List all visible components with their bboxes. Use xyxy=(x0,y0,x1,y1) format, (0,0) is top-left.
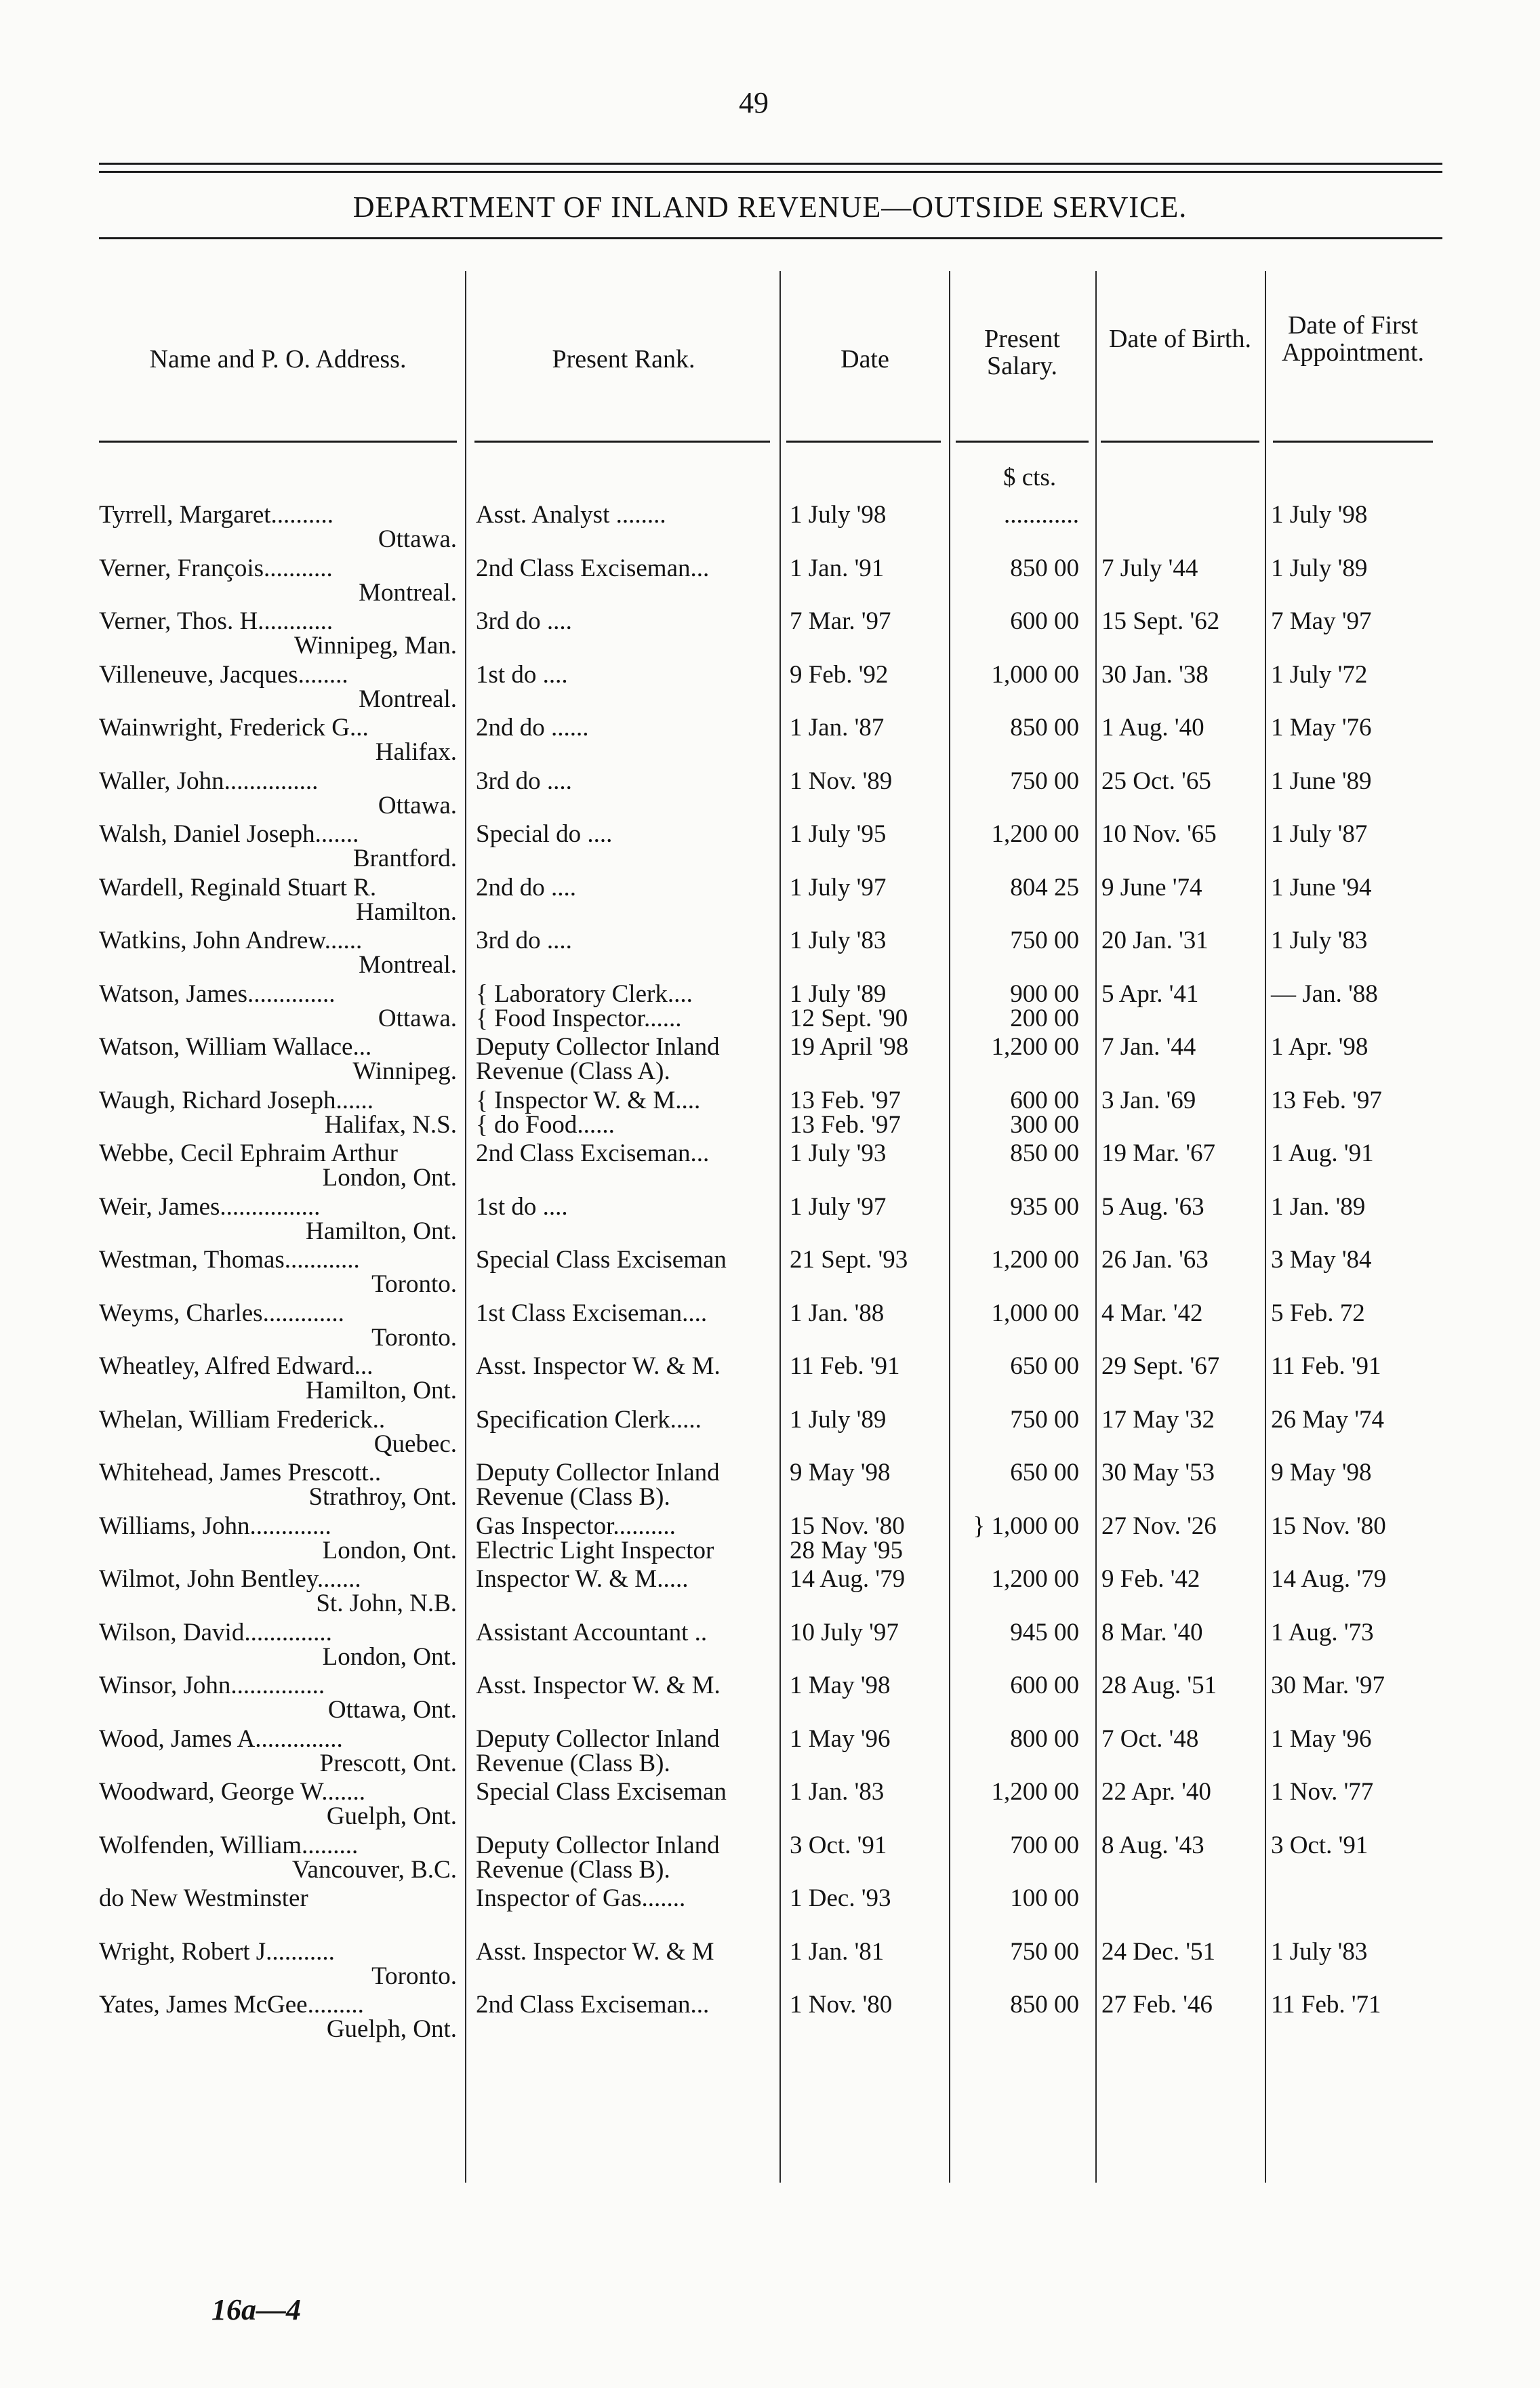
date-of-birth: 30 May '53 xyxy=(1101,1459,1215,1486)
date-of-birth: 9 Feb. '42 xyxy=(1101,1565,1200,1593)
header-rule xyxy=(786,441,941,443)
table-row xyxy=(0,819,1540,872)
present-salary: 750 00 xyxy=(1010,1938,1079,1966)
header-first-appointment: Date of First Appointment. xyxy=(1281,311,1425,367)
employee-name: Williams, John............. xyxy=(99,1512,331,1540)
rank-date: 15 Nov. '80 xyxy=(790,1512,905,1540)
present-rank: Asst. Analyst ........ xyxy=(476,501,666,529)
present-rank: 3rd do .... xyxy=(476,767,572,795)
post-office-address: Strathroy, Ont. xyxy=(308,1483,457,1511)
date-of-birth: 19 Mar. '67 xyxy=(1101,1139,1216,1167)
date-of-birth: 26 Jan. '63 xyxy=(1101,1246,1209,1274)
table-row xyxy=(0,1512,1540,1564)
present-rank: Assistant Accountant .. xyxy=(476,1619,708,1646)
table-row xyxy=(0,979,1540,1032)
post-office-address: Toronto. xyxy=(371,1270,457,1298)
employee-name: Wright, Robert J........... xyxy=(99,1938,335,1966)
table-row xyxy=(0,1671,1540,1724)
post-office-address: Winnipeg, Man. xyxy=(294,632,457,660)
table-row xyxy=(0,926,1540,979)
present-rank: 2nd Class Exciseman... xyxy=(476,554,710,582)
present-salary: 750 00 xyxy=(1010,767,1079,795)
present-salary: 1,000 00 xyxy=(991,661,1079,689)
rank-date: 1 May '98 xyxy=(790,1672,891,1699)
post-office-address: London, Ont. xyxy=(322,1164,457,1192)
header-salary: Present Salary. xyxy=(984,325,1060,380)
date-of-birth: 8 Aug. '43 xyxy=(1101,1832,1204,1859)
first-appointment-date: 1 Nov. '77 xyxy=(1271,1778,1374,1806)
date-of-birth: 27 Nov. '26 xyxy=(1101,1512,1217,1540)
rank-date: 1 Jan. '83 xyxy=(790,1778,885,1806)
table-row xyxy=(0,1458,1540,1511)
table-row xyxy=(0,873,1540,926)
rank-date: 1 May '96 xyxy=(790,1725,891,1753)
date-of-birth: 22 Apr. '40 xyxy=(1101,1778,1211,1806)
present-rank: Deputy Collector Inland xyxy=(476,1832,720,1859)
header-rule xyxy=(1101,441,1259,443)
post-office-address: Montreal. xyxy=(359,951,457,979)
post-office-address: Hamilton, Ont. xyxy=(305,1217,457,1245)
rank-date: 14 Aug. '79 xyxy=(790,1565,906,1593)
rank-date: 13 Feb. '97 xyxy=(790,1087,901,1114)
table-row xyxy=(0,1192,1540,1245)
rank-date: 1 July '97 xyxy=(790,1193,887,1221)
first-appointment-date: 14 Aug. '79 xyxy=(1271,1565,1387,1593)
footer-code: 16a—4 xyxy=(211,2293,301,2326)
first-appointment-date: 1 Aug. '91 xyxy=(1271,1139,1374,1167)
first-appointment-date: 1 May '96 xyxy=(1271,1725,1372,1753)
present-salary: 800 00 xyxy=(1010,1725,1079,1753)
present-salary: 600 00 xyxy=(1010,1087,1079,1114)
header-name: Name and P. O. Address. xyxy=(149,345,407,373)
employee-name: Wheatley, Alfred Edward... xyxy=(99,1352,373,1380)
present-rank: Deputy Collector Inland xyxy=(476,1033,720,1061)
first-appointment-date: 13 Feb. '97 xyxy=(1271,1087,1382,1114)
post-office-address: Ottawa. xyxy=(378,792,457,819)
present-rank: Special Class Exciseman xyxy=(476,1778,727,1806)
employee-name: Wilson, David.............. xyxy=(99,1619,332,1646)
employee-name: Watson, James.............. xyxy=(99,980,336,1008)
date-of-birth: 29 Sept. '67 xyxy=(1101,1352,1220,1380)
table-row xyxy=(0,1777,1540,1830)
present-salary: 804 25 xyxy=(1010,874,1079,902)
header-rank: Present Rank. xyxy=(552,345,695,373)
table-row xyxy=(0,1032,1540,1085)
present-rank: 1st do .... xyxy=(476,661,568,689)
present-salary: 1,000 00 xyxy=(991,1299,1079,1327)
post-office-address: Hamilton. xyxy=(355,898,457,926)
employee-name: Woodward, George W....... xyxy=(99,1778,365,1806)
present-rank: Inspector of Gas....... xyxy=(476,1884,686,1912)
table-row xyxy=(0,1831,1540,1884)
present-rank: Deputy Collector Inland xyxy=(476,1725,720,1753)
date-of-birth: 24 Dec. '51 xyxy=(1101,1938,1215,1966)
present-rank: { Laboratory Clerk.... xyxy=(476,980,693,1008)
rank-date: 1 July '83 xyxy=(790,927,887,954)
present-rank: Deputy Collector Inland xyxy=(476,1459,720,1486)
header-rule xyxy=(956,441,1089,443)
present-rank: Gas Inspector.......... xyxy=(476,1512,676,1540)
present-rank-continued: { do Food...... xyxy=(476,1111,615,1139)
rank-date: 1 July '95 xyxy=(790,820,887,848)
post-office-address: Halifax, N.S. xyxy=(324,1111,457,1139)
present-salary: 850 00 xyxy=(1010,554,1079,582)
title-rule xyxy=(99,237,1442,239)
rank-date: 3 Oct. '91 xyxy=(790,1832,887,1859)
header-rule xyxy=(1273,441,1433,443)
post-office-address: Toronto. xyxy=(371,1962,457,1990)
employee-name: Wilmot, John Bentley....... xyxy=(99,1565,361,1593)
table-row xyxy=(0,767,1540,819)
date-of-birth: 27 Feb. '46 xyxy=(1101,1991,1213,2019)
present-salary: 1,200 00 xyxy=(991,1565,1079,1593)
date-of-birth: 7 Jan. '44 xyxy=(1101,1033,1196,1061)
employee-name: do New Westminster xyxy=(99,1884,308,1912)
first-appointment-date: 1 Jan. '89 xyxy=(1271,1193,1366,1221)
employee-name: Webbe, Cecil Ephraim Arthur xyxy=(99,1139,398,1167)
post-office-address: Guelph, Ont. xyxy=(326,1802,457,1830)
present-salary: 600 00 xyxy=(1010,1672,1079,1699)
first-appointment-date: 3 Oct. '91 xyxy=(1271,1832,1369,1859)
employee-name: Wardell, Reginald Stuart R. xyxy=(99,874,377,902)
first-appointment-date: 11 Feb. '71 xyxy=(1271,1991,1381,2019)
employee-name: Westman, Thomas............ xyxy=(99,1246,360,1274)
table-row xyxy=(0,1724,1540,1777)
present-rank-continued: Revenue (Class A). xyxy=(476,1057,670,1085)
top-rule-double xyxy=(99,171,1442,173)
first-appointment-date: 30 Mar. '97 xyxy=(1271,1672,1385,1699)
present-rank: 3rd do .... xyxy=(476,927,572,954)
post-office-address: Ottawa, Ont. xyxy=(327,1696,457,1724)
present-salary: 900 00 xyxy=(1010,980,1079,1008)
date-of-birth: 5 Apr. '41 xyxy=(1101,980,1199,1008)
date-of-birth: 5 Aug. '63 xyxy=(1101,1193,1204,1221)
first-appointment-date: 11 Feb. '91 xyxy=(1271,1352,1381,1380)
first-appointment-date: 7 May '97 xyxy=(1271,607,1372,635)
date-of-birth: 15 Sept. '62 xyxy=(1101,607,1220,635)
present-rank: Asst. Inspector W. & M xyxy=(476,1938,714,1966)
rank-date-second: 12 Sept. '90 xyxy=(790,1005,908,1032)
table-row xyxy=(0,1352,1540,1404)
first-appointment-date: 15 Nov. '80 xyxy=(1271,1512,1386,1540)
employee-name: Whitehead, James Prescott.. xyxy=(99,1459,382,1486)
rank-date: 1 July '98 xyxy=(790,501,887,529)
first-appointment-date: 26 May '74 xyxy=(1271,1406,1384,1434)
post-office-address: Guelph, Ont. xyxy=(326,2015,457,2043)
rank-date: 9 May '98 xyxy=(790,1459,891,1486)
rank-date: 1 July '89 xyxy=(790,980,887,1008)
present-rank: Special do .... xyxy=(476,820,613,848)
table-row xyxy=(0,1884,1540,1937)
present-salary: 945 00 xyxy=(1010,1619,1079,1646)
first-appointment-date: 9 May '98 xyxy=(1271,1459,1372,1486)
first-appointment-date: 1 July '87 xyxy=(1271,820,1368,848)
employee-name: Weyms, Charles............. xyxy=(99,1299,344,1327)
rank-date: 1 Nov. '89 xyxy=(790,767,893,795)
employee-name: Watson, William Wallace... xyxy=(99,1033,372,1061)
date-of-birth: 3 Jan. '69 xyxy=(1101,1087,1196,1114)
present-rank: Special Class Exciseman xyxy=(476,1246,727,1274)
present-salary: 1,200 00 xyxy=(991,1033,1079,1061)
header-rule xyxy=(474,441,770,443)
date-of-birth: 9 June '74 xyxy=(1101,874,1202,902)
table-row xyxy=(0,607,1540,660)
present-rank-continued: { Food Inspector...... xyxy=(476,1005,682,1032)
table-row xyxy=(0,1990,1540,2043)
present-rank: 1st Class Exciseman.... xyxy=(476,1299,708,1327)
rank-date: 1 July '89 xyxy=(790,1406,887,1434)
rank-date: 9 Feb. '92 xyxy=(790,661,889,689)
present-rank: 2nd Class Exciseman... xyxy=(476,1139,710,1167)
present-rank: 1st do .... xyxy=(476,1193,568,1221)
post-office-address: Quebec. xyxy=(373,1430,457,1458)
present-salary-second: 200 00 xyxy=(1010,1005,1079,1032)
rank-date-second: 28 May '95 xyxy=(790,1537,903,1564)
employee-name: Wood, James A.............. xyxy=(99,1725,343,1753)
first-appointment-date: 3 May '84 xyxy=(1271,1246,1372,1274)
post-office-address: Winnipeg. xyxy=(352,1057,457,1085)
rank-date: 1 Nov. '80 xyxy=(790,1991,893,2019)
first-appointment-date: — Jan. '88 xyxy=(1271,980,1378,1008)
table-row xyxy=(0,1937,1540,1990)
rank-date: 19 April '98 xyxy=(790,1033,909,1061)
table-row xyxy=(0,554,1540,607)
present-rank-continued: Revenue (Class B). xyxy=(476,1749,670,1777)
rank-date: 1 Dec. '93 xyxy=(790,1884,891,1912)
first-appointment-date: 1 July '98 xyxy=(1271,501,1368,529)
first-appointment-date: 1 Apr. '98 xyxy=(1271,1033,1369,1061)
first-appointment-date: 1 May '76 xyxy=(1271,714,1372,742)
post-office-address: London, Ont. xyxy=(322,1537,457,1564)
first-appointment-date: 5 Feb. 72 xyxy=(1271,1299,1365,1327)
header-birth: Date of Birth. xyxy=(1108,325,1251,353)
present-salary: 1,200 00 xyxy=(991,1778,1079,1806)
present-salary: ............ xyxy=(1004,501,1079,529)
date-of-birth: 28 Aug. '51 xyxy=(1101,1672,1217,1699)
rank-date: 1 Jan. '81 xyxy=(790,1938,885,1966)
post-office-address: Montreal. xyxy=(359,579,457,607)
present-salary: 850 00 xyxy=(1010,714,1079,742)
date-of-birth: 17 May '32 xyxy=(1101,1406,1215,1434)
rank-date: 1 Jan. '91 xyxy=(790,554,885,582)
top-rule xyxy=(99,163,1442,165)
date-of-birth: 4 Mar. '42 xyxy=(1101,1299,1203,1327)
present-salary: 600 00 xyxy=(1010,607,1079,635)
present-rank-continued: Revenue (Class B). xyxy=(476,1483,670,1511)
present-rank: Asst. Inspector W. & M. xyxy=(476,1352,721,1380)
first-appointment-date: 1 June '89 xyxy=(1271,767,1372,795)
employee-name: Tyrrell, Margaret.......... xyxy=(99,501,334,529)
employee-name: Verner, François........... xyxy=(99,554,333,582)
header-rule xyxy=(99,441,457,443)
date-of-birth: 7 Oct. '48 xyxy=(1101,1725,1199,1753)
present-rank: 3rd do .... xyxy=(476,607,572,635)
table-row xyxy=(0,1086,1540,1139)
first-appointment-date: 1 July '89 xyxy=(1271,554,1368,582)
first-appointment-date: 1 July '83 xyxy=(1271,927,1368,954)
rank-date: 1 Jan. '87 xyxy=(790,714,885,742)
rank-date: 10 July '97 xyxy=(790,1619,899,1646)
present-rank: 2nd do .... xyxy=(476,874,576,902)
present-salary: 935 00 xyxy=(1010,1193,1079,1221)
post-office-address: Montreal. xyxy=(359,685,457,713)
present-salary: 850 00 xyxy=(1010,1139,1079,1167)
present-salary: } 1,000 00 xyxy=(973,1512,1079,1540)
table-row xyxy=(0,1245,1540,1298)
post-office-address: St. John, N.B. xyxy=(316,1590,457,1617)
table-row xyxy=(0,1299,1540,1352)
present-rank: Inspector W. & M..... xyxy=(476,1565,689,1593)
first-appointment-date: 1 July '83 xyxy=(1271,1938,1368,1966)
date-of-birth: 1 Aug. '40 xyxy=(1101,714,1204,742)
employee-name: Yates, James McGee......... xyxy=(99,1991,364,2019)
present-salary: 750 00 xyxy=(1010,927,1079,954)
present-salary: 650 00 xyxy=(1010,1352,1079,1380)
date-of-birth: 25 Oct. '65 xyxy=(1101,767,1211,795)
rank-date: 21 Sept. '93 xyxy=(790,1246,908,1274)
post-office-address: Prescott, Ont. xyxy=(319,1749,457,1777)
table-row xyxy=(0,1618,1540,1671)
first-appointment-date: 1 June '94 xyxy=(1271,874,1372,902)
present-rank: { Inspector W. & M.... xyxy=(476,1087,701,1114)
first-appointment-date: 1 Aug. '73 xyxy=(1271,1619,1374,1646)
present-salary: 100 00 xyxy=(1010,1884,1079,1912)
rank-date-second: 13 Feb. '97 xyxy=(790,1111,901,1139)
rank-date: 1 July '97 xyxy=(790,874,887,902)
employee-name: Watkins, John Andrew...... xyxy=(99,927,363,954)
post-office-address: London, Ont. xyxy=(322,1643,457,1671)
employee-name: Waugh, Richard Joseph...... xyxy=(99,1087,373,1114)
post-office-address: Brantford. xyxy=(352,845,457,872)
date-of-birth: 7 July '44 xyxy=(1101,554,1198,582)
present-rank: 2nd Class Exciseman... xyxy=(476,1991,710,2019)
currency-label: $ cts. xyxy=(1003,464,1057,491)
post-office-address: Toronto. xyxy=(371,1324,457,1352)
present-salary: 750 00 xyxy=(1010,1406,1079,1434)
table-row xyxy=(0,1405,1540,1458)
page-title: DEPARTMENT OF INLAND REVENUE—OUTSIDE SERVICE. xyxy=(352,190,1188,224)
present-rank-continued: Electric Light Inspector xyxy=(476,1537,714,1564)
present-salary: 1,200 00 xyxy=(991,1246,1079,1274)
employee-name: Wainwright, Frederick G... xyxy=(99,714,369,742)
present-salary: 650 00 xyxy=(1010,1459,1079,1486)
rank-date: 1 Jan. '88 xyxy=(790,1299,885,1327)
present-salary-second: 300 00 xyxy=(1010,1111,1079,1139)
table-row xyxy=(0,660,1540,713)
rank-date: 11 Feb. '91 xyxy=(790,1352,900,1380)
present-salary: 850 00 xyxy=(1010,1991,1079,2019)
employee-name: Waller, John............... xyxy=(99,767,319,795)
date-of-birth: 20 Jan. '31 xyxy=(1101,927,1209,954)
rank-date: 1 July '93 xyxy=(790,1139,887,1167)
present-rank-continued: Revenue (Class B). xyxy=(476,1856,670,1884)
employee-name: Winsor, John............... xyxy=(99,1672,325,1699)
table-row xyxy=(0,1139,1540,1192)
employee-name: Whelan, William Frederick.. xyxy=(99,1406,386,1434)
employee-name: Wolfenden, William......... xyxy=(99,1832,359,1859)
present-rank: Specification Clerk..... xyxy=(476,1406,702,1434)
date-of-birth: 30 Jan. '38 xyxy=(1101,661,1209,689)
post-office-address: Ottawa. xyxy=(378,1005,457,1032)
first-appointment-date: 1 July '72 xyxy=(1271,661,1368,689)
table-row xyxy=(0,500,1540,553)
present-salary: 1,200 00 xyxy=(991,820,1079,848)
table-row xyxy=(0,1564,1540,1617)
employee-name: Villeneuve, Jacques........ xyxy=(99,661,348,689)
employee-name: Walsh, Daniel Joseph....... xyxy=(99,820,359,848)
table-row xyxy=(0,713,1540,766)
page-number: 49 xyxy=(739,86,769,119)
header-date: Date xyxy=(840,345,889,373)
date-of-birth: 8 Mar. '40 xyxy=(1101,1619,1203,1646)
rank-date: 7 Mar. '97 xyxy=(790,607,891,635)
post-office-address: Halifax. xyxy=(375,738,457,766)
post-office-address: Ottawa. xyxy=(378,525,457,553)
date-of-birth: 10 Nov. '65 xyxy=(1101,820,1217,848)
present-salary: 700 00 xyxy=(1010,1832,1079,1859)
present-rank: Asst. Inspector W. & M. xyxy=(476,1672,721,1699)
present-rank: 2nd do ...... xyxy=(476,714,589,742)
post-office-address: Vancouver, B.C. xyxy=(291,1856,457,1884)
employee-name: Verner, Thos. H............ xyxy=(99,607,333,635)
employee-name: Weir, James................ xyxy=(99,1193,321,1221)
post-office-address: Hamilton, Ont. xyxy=(305,1377,457,1404)
